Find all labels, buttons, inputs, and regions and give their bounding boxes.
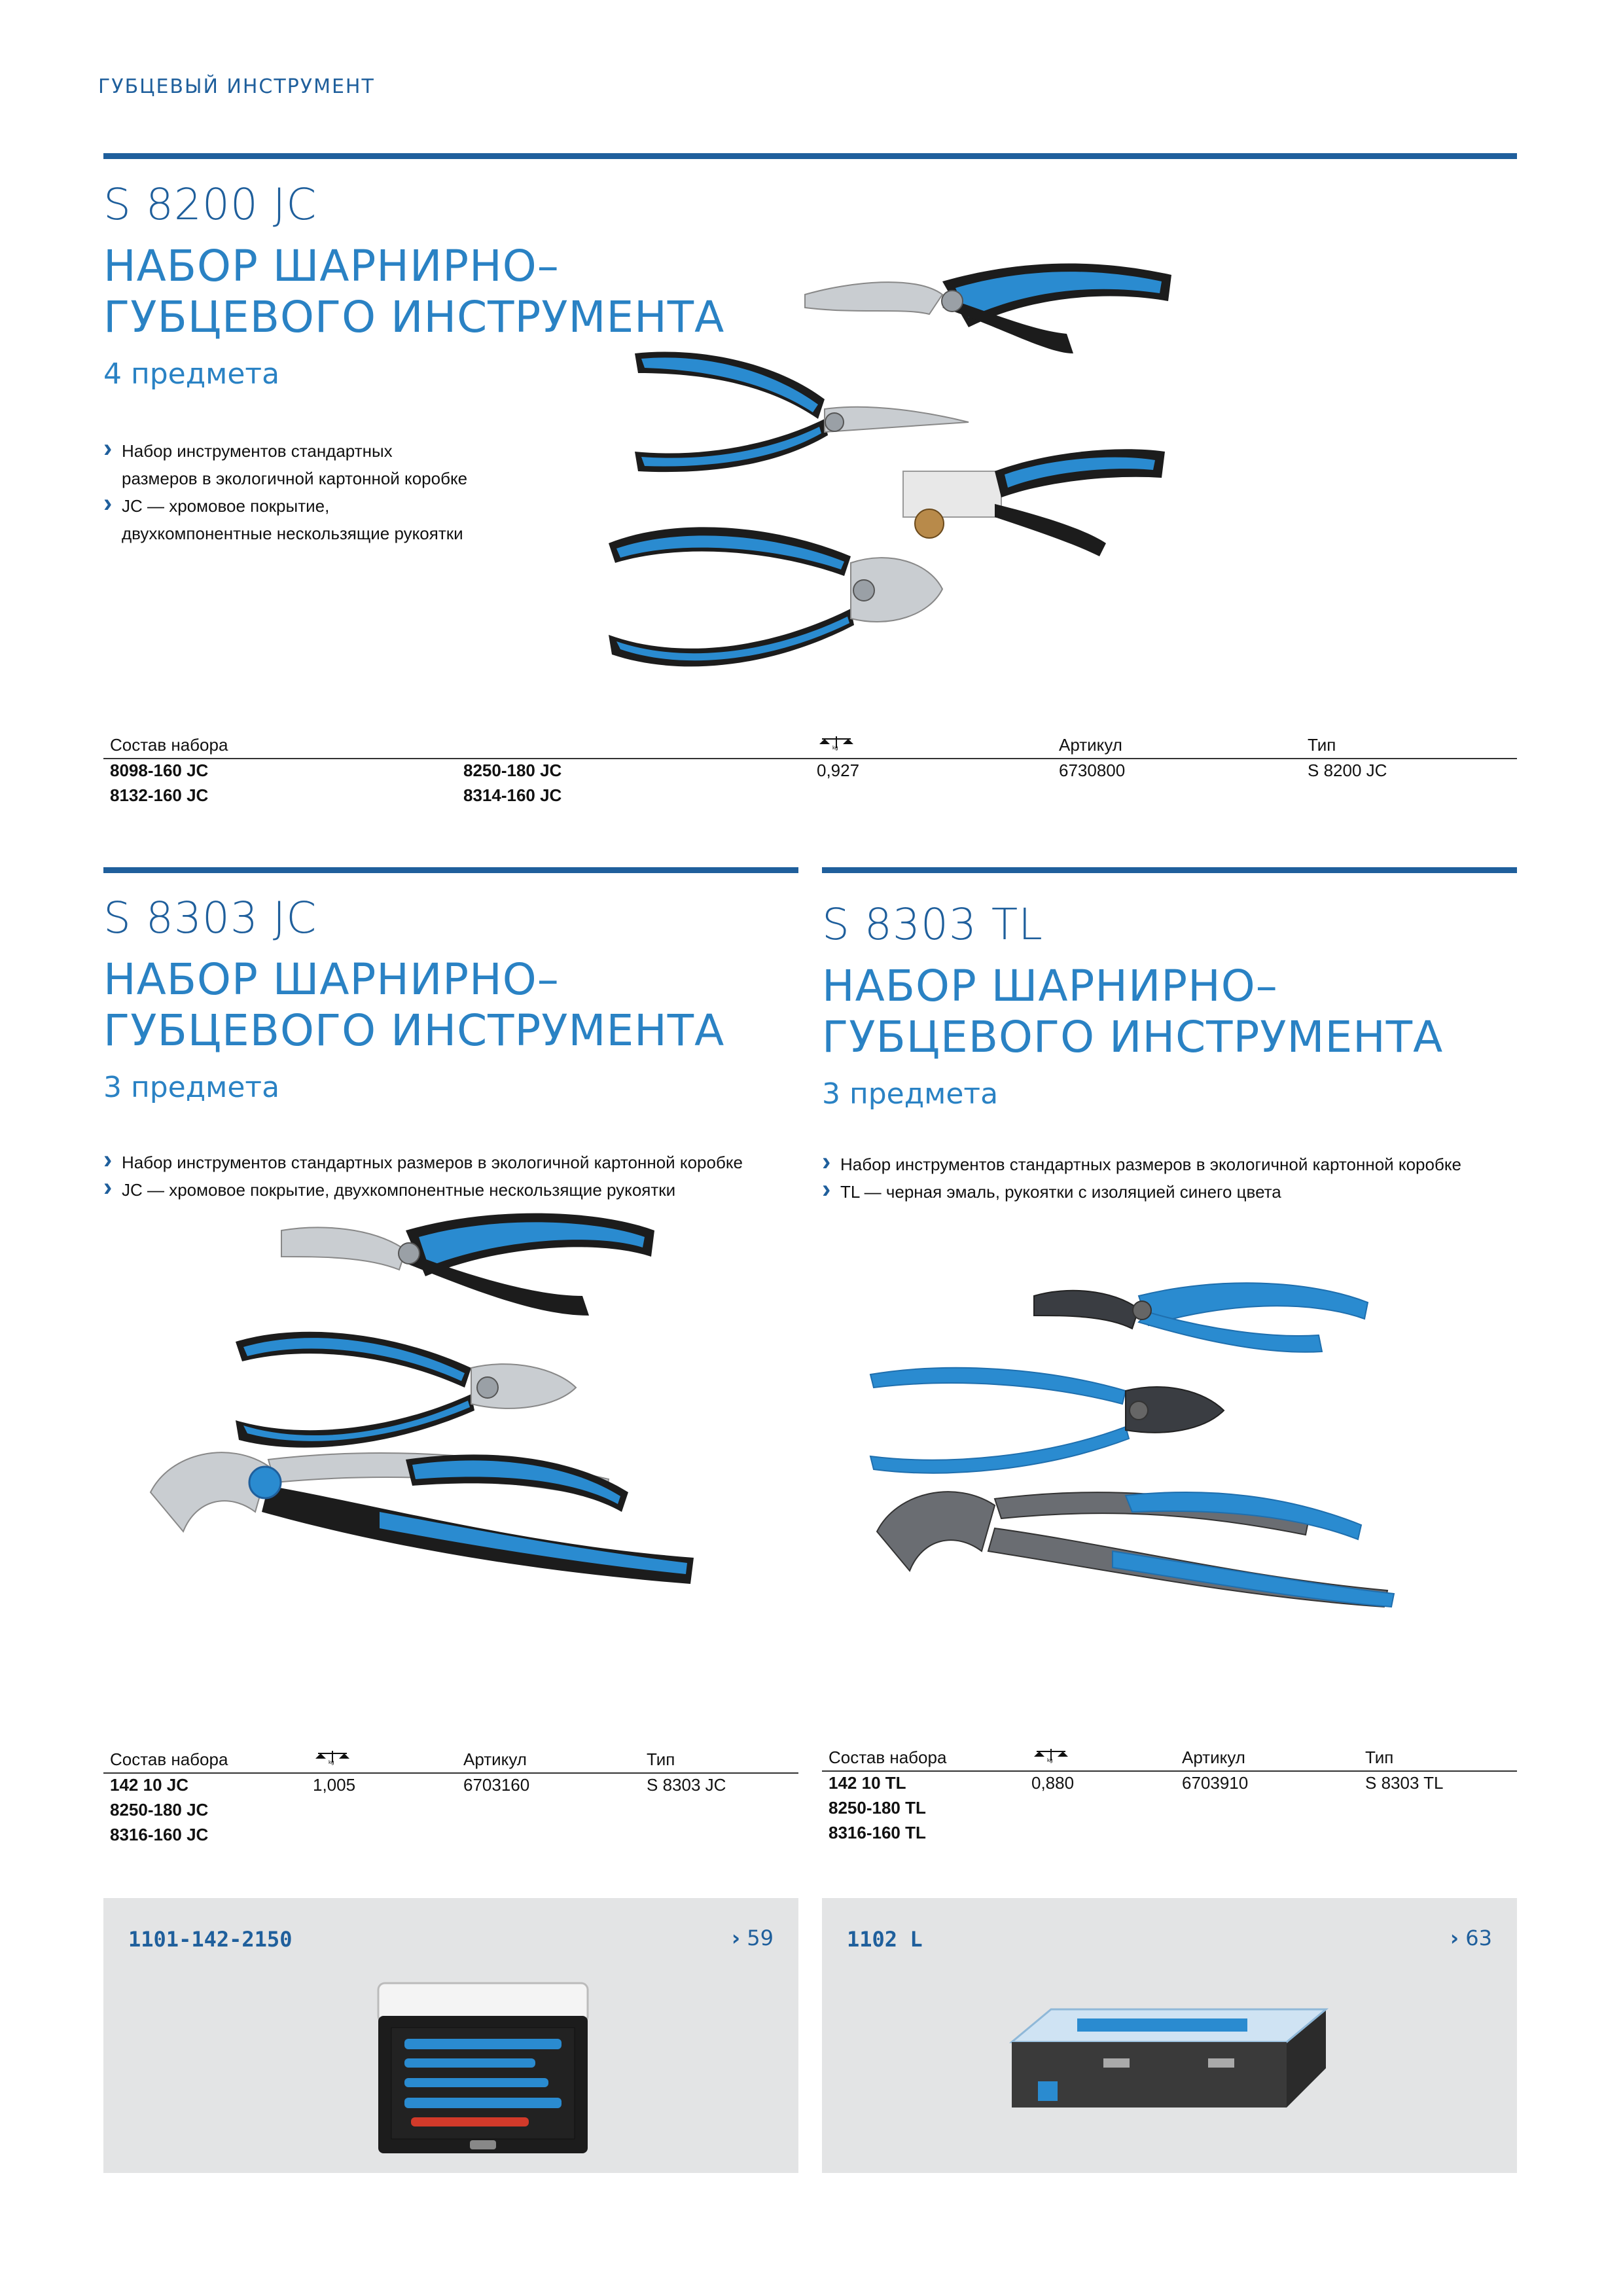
weight-value: 0,880 bbox=[1031, 1773, 1075, 1793]
weight-value: 1,005 bbox=[313, 1775, 356, 1795]
product-image-s8303jc bbox=[131, 1204, 720, 1597]
diagonal-cutter-image bbox=[236, 1332, 576, 1448]
col-header-weight bbox=[306, 1748, 457, 1773]
product-subtitle-line1: НАБОР ШАРНИРНО– bbox=[103, 241, 560, 291]
col-header-composition: Состав набора bbox=[103, 733, 457, 759]
needle-nose-pliers-image bbox=[635, 352, 969, 473]
combination-pliers-image bbox=[281, 1213, 654, 1316]
accessory-code: 1101-142-2150 bbox=[128, 1927, 293, 1952]
table-row bbox=[103, 784, 1517, 809]
water-pump-pliers-image bbox=[877, 1492, 1394, 1607]
item-code: 8132-160 JC bbox=[110, 785, 209, 805]
item-count: 3 предмета bbox=[822, 1077, 999, 1111]
table-row bbox=[103, 1823, 798, 1848]
product-heading-s8303jc bbox=[103, 893, 725, 1104]
combination-pliers-image bbox=[1034, 1283, 1368, 1352]
item-count: 4 предмета bbox=[103, 357, 280, 391]
type-value: S 8200 JC bbox=[1308, 761, 1387, 780]
spec-table-s8303tl bbox=[822, 1746, 1517, 1846]
product-title: S 8303 JC bbox=[103, 893, 317, 943]
spec-table-s8200jc bbox=[103, 733, 1517, 809]
case-image bbox=[372, 1977, 594, 2160]
scale-kg-icon bbox=[313, 1749, 352, 1765]
article-value: 6730800 bbox=[1059, 761, 1126, 780]
feature-item: › TL — черная эмаль, рукоятки с изоляцией синего цвета bbox=[822, 1178, 1516, 1206]
table-row bbox=[103, 1799, 798, 1823]
product-image-s8200jc bbox=[576, 255, 1230, 674]
feature-item: › JC — хромовое покрытие, двухкомпонентные нескользящие рукоятки bbox=[103, 1176, 797, 1204]
col-header-composition-2 bbox=[457, 733, 810, 759]
page-reference-link[interactable] bbox=[732, 1926, 774, 1950]
scale-kg-icon bbox=[1031, 1748, 1071, 1763]
col-header-article: Артикул bbox=[1052, 733, 1301, 759]
product-title: S 8303 TL bbox=[822, 899, 1043, 950]
section-divider bbox=[103, 867, 798, 873]
item-count: 3 предмета bbox=[103, 1070, 280, 1104]
type-value: S 8303 JC bbox=[647, 1775, 726, 1795]
item-code: 8316-160 JC bbox=[110, 1825, 209, 1844]
product-subtitle-line2: ГУБЦЕВОГО ИНСТРУМЕНТА bbox=[103, 291, 725, 342]
table-header-row bbox=[103, 733, 1517, 759]
feature-item: › Набор инструментов стандартных размеров в экологичной картонной коробке bbox=[822, 1151, 1516, 1178]
product-subtitle-line2: ГУБЦЕВОГО ИНСТРУМЕНТА bbox=[103, 1005, 725, 1056]
section-divider bbox=[822, 867, 1517, 873]
col-header-type: Тип bbox=[1301, 733, 1517, 759]
diagonal-cutter-image bbox=[870, 1368, 1224, 1473]
article-value: 6703160 bbox=[463, 1775, 530, 1795]
col-header-weight bbox=[1025, 1746, 1175, 1771]
product-image-s8303tl bbox=[851, 1270, 1407, 1610]
table-row bbox=[822, 1771, 1517, 1797]
item-code: 8250-180 JC bbox=[463, 761, 562, 780]
feature-list bbox=[103, 1149, 797, 1204]
chevron-right-icon: › bbox=[731, 1926, 741, 1950]
item-code: 142 10 JC bbox=[110, 1775, 188, 1795]
feature-list bbox=[103, 437, 470, 547]
col-header-composition: Состав набора bbox=[103, 1748, 306, 1773]
item-code: 8314-160 JC bbox=[463, 785, 562, 805]
item-code: 142 10 TL bbox=[829, 1773, 906, 1793]
article-value: 6703910 bbox=[1182, 1773, 1249, 1793]
col-header-article: Артикул bbox=[457, 1748, 640, 1773]
combination-pliers-image bbox=[805, 264, 1171, 354]
table-header-row bbox=[822, 1746, 1517, 1771]
col-header-article: Артикул bbox=[1175, 1746, 1359, 1771]
item-code: 8316-160 TL bbox=[829, 1823, 926, 1842]
feature-item: › JC — хромовое покрытие, двухкомпонентные нескользящие рукоятки bbox=[103, 492, 470, 547]
table-row bbox=[822, 1821, 1517, 1846]
l-boxx-image bbox=[999, 1996, 1339, 2140]
type-value: S 8303 TL bbox=[1365, 1773, 1444, 1793]
accessory-code: 1102 L bbox=[847, 1927, 923, 1952]
item-code: 8250-180 JC bbox=[110, 1800, 209, 1820]
item-code: 8098-160 JC bbox=[110, 761, 209, 780]
table-row bbox=[103, 759, 1517, 784]
col-header-type: Тип bbox=[1359, 1746, 1517, 1771]
diagonal-cutter-image bbox=[609, 527, 942, 666]
page-number: 63 bbox=[1465, 1926, 1492, 1950]
accessory-box-1101[interactable] bbox=[103, 1898, 798, 2173]
product-subtitle-line2: ГУБЦЕВОГО ИНСТРУМЕНТА bbox=[822, 1011, 1444, 1062]
spec-table-s8303jc bbox=[103, 1748, 798, 1848]
wire-stripper-image bbox=[903, 449, 1165, 556]
svg-text:kg: kg bbox=[832, 745, 838, 751]
product-heading-s8303tl bbox=[822, 899, 1444, 1111]
page-category-header: ГУБЦЕВЫЙ ИНСТРУМЕНТ bbox=[98, 75, 375, 98]
col-header-type: Тип bbox=[640, 1748, 798, 1773]
water-pump-pliers-image bbox=[151, 1452, 694, 1584]
feature-item: › Набор инструментов стандартных размеров в экологичной картонной коробке bbox=[103, 1149, 797, 1176]
svg-text:kg: kg bbox=[1047, 1757, 1053, 1763]
col-header-composition: Состав набора bbox=[822, 1746, 1025, 1771]
feature-list bbox=[822, 1151, 1516, 1206]
table-row bbox=[822, 1797, 1517, 1821]
page-reference-link[interactable] bbox=[1450, 1926, 1492, 1950]
table-row bbox=[103, 1773, 798, 1799]
svg-text:kg: kg bbox=[329, 1759, 334, 1765]
page-number: 59 bbox=[747, 1926, 774, 1950]
accessory-box-1102[interactable] bbox=[822, 1898, 1517, 2173]
product-title: S 8200 JC bbox=[103, 179, 317, 230]
product-subtitle-line1: НАБОР ШАРНИРНО– bbox=[103, 954, 560, 1005]
feature-item: › Набор инструментов стандартных размеров в экологичной картонной коробке bbox=[103, 437, 470, 492]
table-header-row bbox=[103, 1748, 798, 1773]
chevron-right-icon: › bbox=[1450, 1926, 1459, 1950]
weight-value: 0,927 bbox=[817, 761, 860, 780]
product-subtitle-line1: НАБОР ШАРНИРНО– bbox=[822, 961, 1278, 1011]
section-divider bbox=[103, 153, 1517, 159]
item-code: 8250-180 TL bbox=[829, 1798, 926, 1818]
scale-kg-icon bbox=[817, 735, 856, 751]
col-header-weight bbox=[810, 733, 1052, 759]
